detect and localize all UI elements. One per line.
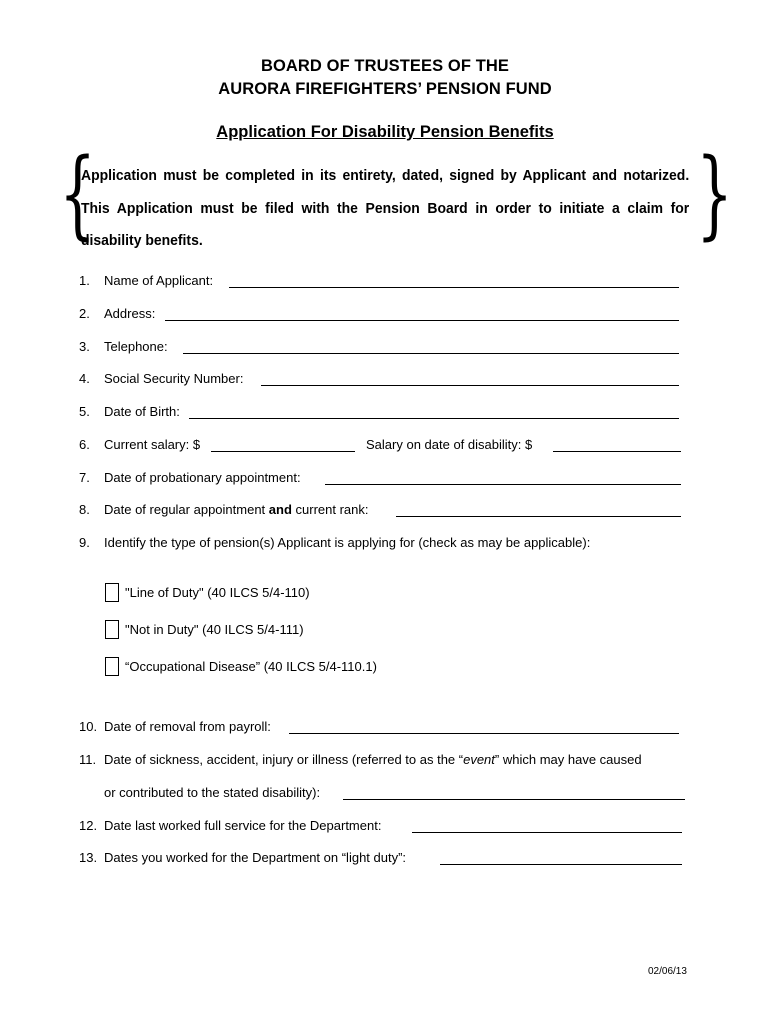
revision-date: 02/06/13 — [648, 966, 687, 977]
notice-close-brace: } — [696, 138, 733, 250]
last-full-service-label: Date last worked full service for the Department: — [104, 818, 382, 833]
item-number: 12. — [79, 818, 98, 833]
regular-appointment-label: Date of regular appointment and current rank: — [104, 502, 369, 517]
fund-title: AURORA FIREFIGHTERS’ PENSION FUND — [218, 80, 552, 98]
occupational-disease-checkbox[interactable] — [105, 657, 119, 676]
item-number: 9. — [79, 535, 90, 550]
notice-text: Application must be completed in its entirety, dated, signed by Applicant and notarized. This Application must be filed with the Pension Board in order to initiate a claim for disability benefits. — [81, 167, 690, 249]
item-number: 13. — [79, 850, 98, 865]
last-full-service-field[interactable] — [412, 832, 682, 833]
pension-type-label: Identify the type of pension(s) Applicant is applying for (check as may be applicable): — [104, 535, 591, 550]
removal-from-payroll-field[interactable] — [289, 733, 679, 734]
not-in-duty-checkbox[interactable] — [105, 620, 119, 639]
item-number: 4. — [79, 371, 90, 386]
event-date-field[interactable] — [343, 799, 685, 800]
item-number: 3. — [79, 339, 90, 354]
item-number: 2. — [79, 306, 90, 321]
line-of-duty-checkbox[interactable] — [105, 583, 119, 602]
board-title: BOARD OF TRUSTEES OF THE — [260, 57, 510, 75]
name-of-applicant-label: Name of Applicant: — [104, 273, 214, 288]
event-date-label: Date of sickness, accident, injury or illness (referred to as the “event” which may have caused — [104, 752, 642, 767]
current-salary-field[interactable] — [211, 451, 355, 452]
regular-appointment-field[interactable] — [396, 516, 681, 517]
item-number: 8. — [79, 502, 90, 517]
probationary-appointment-label: Date of probationary appointment: — [104, 470, 301, 485]
date-of-birth-field[interactable] — [189, 418, 679, 419]
line-of-duty-label: "Line of Duty" (40 ILCS 5/4-110) — [125, 585, 310, 600]
item-number: 11. — [79, 752, 97, 767]
event-date-label-continued: or contributed to the stated disability): — [104, 785, 321, 800]
name-of-applicant-field[interactable] — [229, 287, 679, 288]
probationary-appointment-field[interactable] — [325, 484, 681, 485]
address-field[interactable] — [165, 320, 679, 321]
light-duty-field[interactable] — [440, 864, 682, 865]
not-in-duty-label: "Not in Duty" (40 ILCS 5/4-111) — [125, 622, 304, 637]
occupational-disease-label: “Occupational Disease” (40 ILCS 5/4-110.1) — [125, 659, 377, 674]
form-subtitle: Application For Disability Pension Benefits — [216, 123, 554, 141]
item-number: 1. — [79, 273, 90, 288]
telephone-field[interactable] — [183, 353, 679, 354]
removal-from-payroll-label: Date of removal from payroll: — [104, 719, 271, 734]
item-number: 10. — [79, 719, 98, 734]
item-number: 6. — [79, 437, 90, 452]
item-number: 5. — [79, 404, 90, 419]
ssn-field[interactable] — [261, 385, 679, 386]
light-duty-label: Dates you worked for the Department on “light duty”: — [104, 850, 407, 865]
current-salary-label: Current salary: $ — [104, 437, 201, 452]
item-number: 7. — [79, 470, 90, 485]
notice-open-brace: { — [59, 138, 96, 250]
salary-on-disability-label: Salary on date of disability: $ — [366, 437, 533, 452]
address-label: Address: — [104, 306, 156, 321]
ssn-label: Social Security Number: — [104, 371, 244, 386]
salary-on-disability-field[interactable] — [553, 451, 681, 452]
date-of-birth-label: Date of Birth: — [104, 404, 180, 419]
telephone-label: Telephone: — [104, 339, 168, 354]
